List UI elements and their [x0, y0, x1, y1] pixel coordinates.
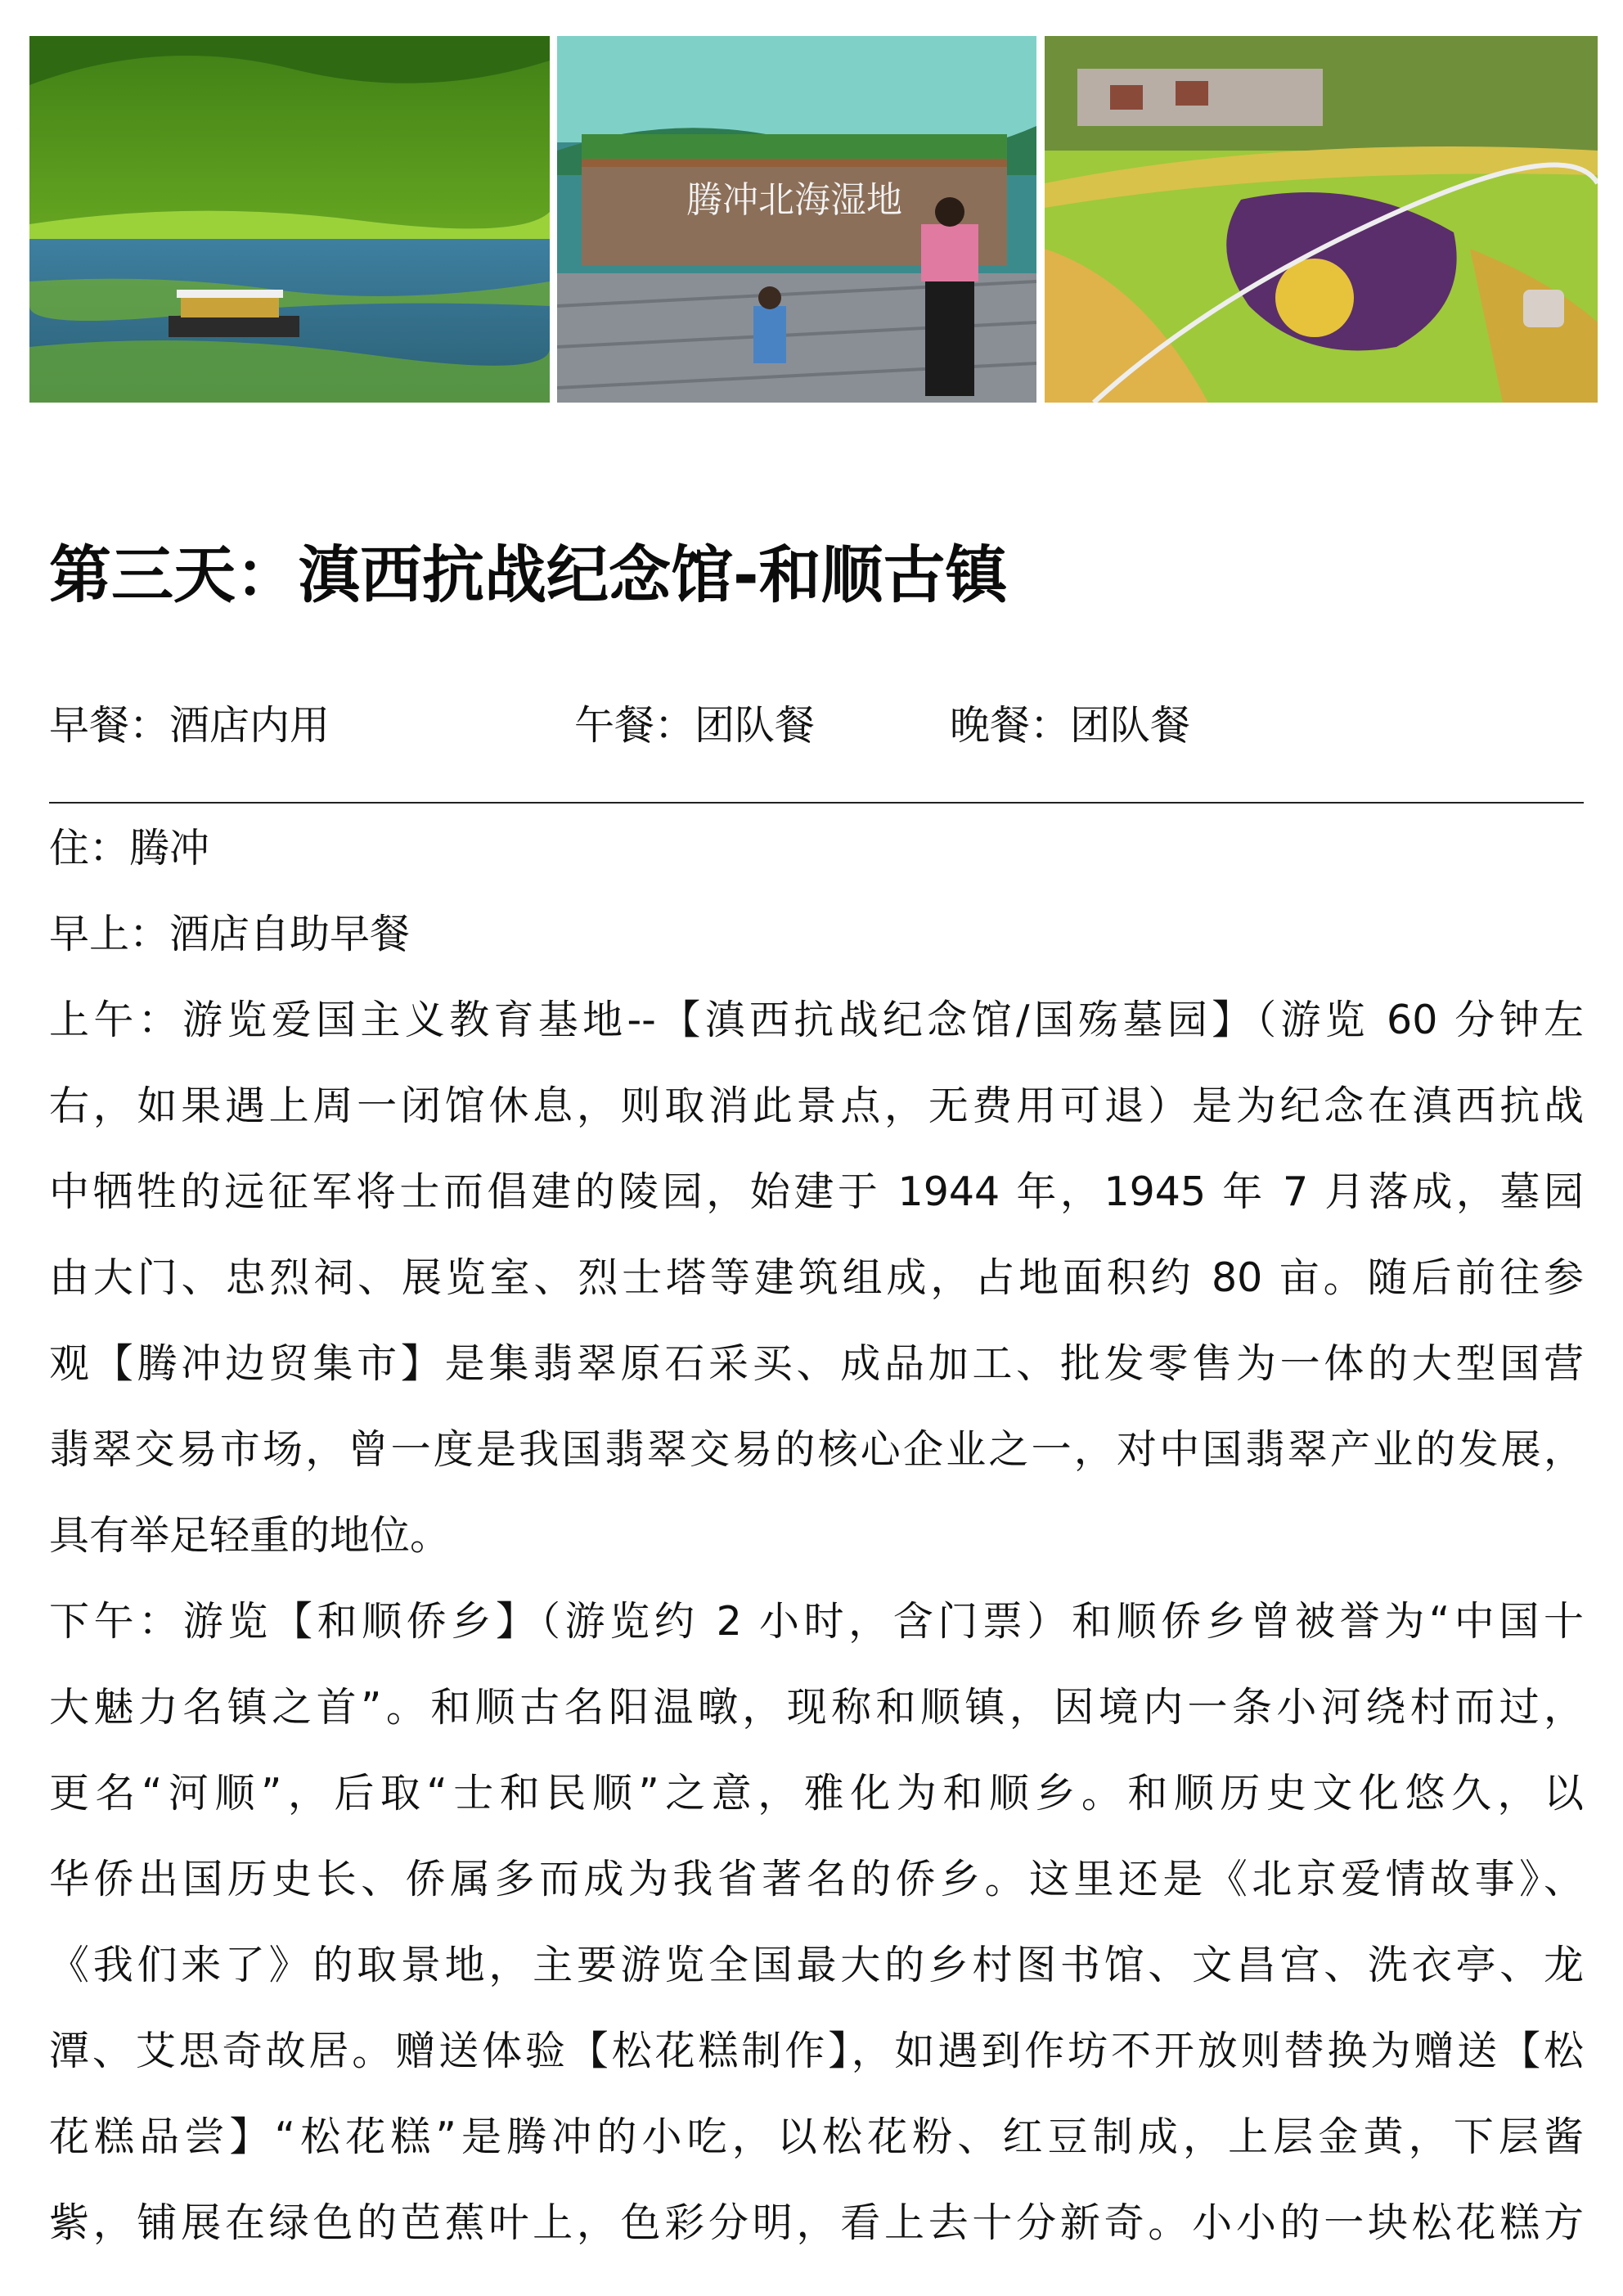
- lodging-line: 住：腾冲: [49, 825, 210, 871]
- meal-breakfast: 早餐：酒店内用: [49, 702, 330, 749]
- wetland-sign-photo: [557, 36, 1036, 403]
- morning-meal-line: 早上：酒店自助早餐: [49, 911, 411, 957]
- paragraph-line: 下午：游览【和顺侨乡】（游览约 2 小时，含门票）和顺侨乡曾被誉为“中国十: [49, 1598, 1584, 1645]
- paragraph-line: 花糕品尝】“松花糕”是腾冲的小吃，以松花粉、红豆制成，上层金黄，下层酱: [49, 2114, 1584, 2160]
- paragraph-line: 右，如果遇上周一闭馆休息，则取消此景点，无费用可退）是为纪念在滇西抗战: [49, 1083, 1584, 1129]
- meal-dinner: 晚餐：团队餐: [950, 702, 1191, 749]
- paragraph-line: 上午：游览爱国主义教育基地--【滇西抗战纪念馆/国殇墓园】（游览 60 分钟左: [49, 997, 1584, 1043]
- lake-boat-photo: [29, 36, 550, 403]
- paragraph-line: 潭、艾思奇故居。赠送体验【松花糕制作】，如遇到作坊不开放则替换为赠送【松: [49, 2028, 1584, 2074]
- paragraph-line: 翡翠交易市场，曾一度是我国翡翠交易的核心企业之一，对中国翡翠产业的发展，: [49, 1426, 1584, 1473]
- paragraph-line: 华侨出国历史长、侨属多而成为我省著名的侨乡。这里还是《北京爱情故事》、: [49, 1856, 1584, 1902]
- sign-text: 腾冲北海湿地: [686, 179, 902, 221]
- meal-lunch: 午餐：团队餐: [574, 702, 816, 749]
- paragraph-line: 更名“河顺”，后取“士和民顺”之意，雅化为和顺乡。和顺历史文化悠久，以: [49, 1770, 1584, 1817]
- paragraph-line: 具有举足轻重的地位。: [49, 1512, 451, 1559]
- divider: [49, 802, 1584, 804]
- paragraph-line: 由大门、忠烈祠、展览室、烈士塔等建筑组成，占地面积约 80 亩。随后前往参: [49, 1254, 1584, 1301]
- day-title: 第三天：滇西抗战纪念馆-和顺古镇: [49, 538, 1008, 611]
- paragraph-line: 《我们来了》的取景地，主要游览全国最大的乡村图书馆、文昌宫、洗衣亭、龙: [49, 1942, 1584, 1988]
- paragraph-line: 大魅力名镇之首”。和顺古名阳温暾，现称和顺镇，因境内一条小河绕村而过，: [49, 1684, 1584, 1731]
- paragraph-line: 中牺牲的远征军将士而倡建的陵园，始建于 1944 年，1945 年 7 月落成，墓园: [49, 1168, 1584, 1215]
- paragraph-line: 观【腾冲边贸集市】是集翡翠原石采买、成品加工、批发零售为一体的大型国营: [49, 1340, 1584, 1387]
- paragraph-line: 紫，铺展在绿色的芭蕉叶上，色彩分明，看上去十分新奇。小小的一块松花糕方: [49, 2199, 1584, 2246]
- rice-field-art-photo: [1045, 36, 1598, 403]
